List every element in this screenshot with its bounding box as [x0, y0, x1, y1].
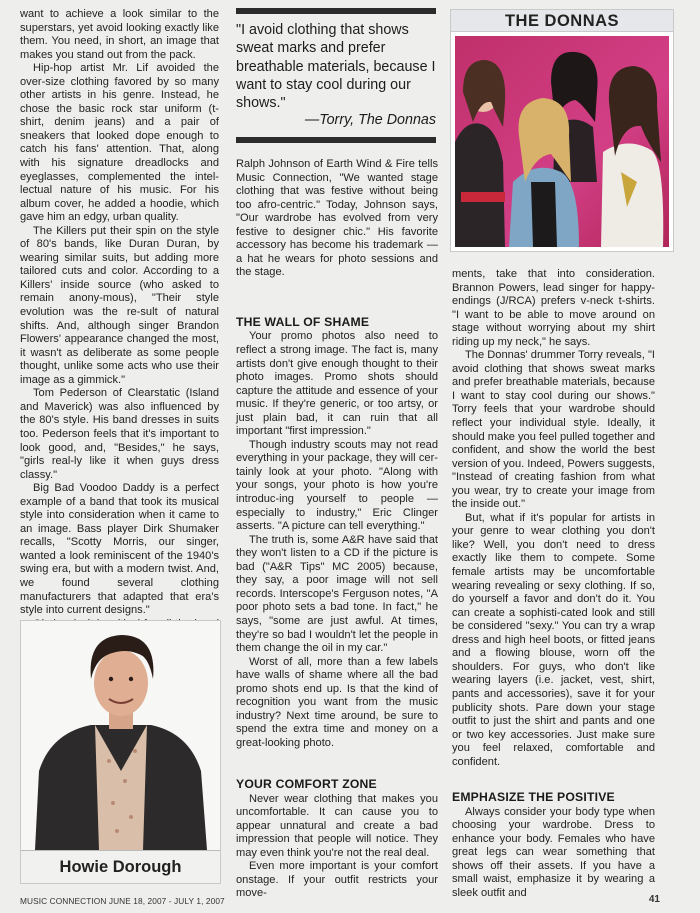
- section-heading-comfort-zone: YOUR COMFORT ZONE: [236, 777, 377, 791]
- band-photo-image: [451, 32, 673, 251]
- pull-quote-top-bar: [236, 8, 436, 14]
- pull-quote-bottom-bar: [236, 137, 436, 143]
- paragraph: The Killers put their spin on the style of 80's bands, like Duran Duran, by wearing similar suits, but adding more tailored cuts and color. According to a Killers' inside source (who asked to remain anony-mous), "Their style evolution was the re-sult of natural shifts. And, although singer Brandon Flowers' appearance changed the most, it wasn't as deliberate as some people thought, unlike some acts who use their image as a gimmick.": [20, 224, 219, 386]
- column-2-lower: [236, 778, 438, 901]
- column-1: [20, 8, 219, 645]
- paragraph: The truth is, some A&R have said that they won't listen to a CD if the picture is bad ("A&R Tips" MC 2005) because, they say, a poor image will not sell records. Interscope's Ferguson notes, "A poor photo sets a bad tone. In fact," he says, "some are just awful. At times, they're so bad I wouldn't let the people in them change the oil in my car.": [236, 533, 438, 655]
- column-2: [236, 158, 438, 750]
- howie-photo-caption: Howie Dorough: [21, 850, 220, 883]
- section-heading-emphasize-positive: EMPHASIZE THE POSITIVE: [452, 790, 615, 804]
- howie-photo: [20, 620, 221, 884]
- pull-quote: [236, 8, 436, 143]
- donnas-photo-caption: THE DONNAS: [451, 10, 673, 32]
- pull-quote-attribution: —Torry, The Donnas: [304, 112, 436, 129]
- paragraph: Your promo photos also need to reflect a strong image. The fact is, many artists don't give enough thought to their photo images. Promo shots should capture the attitude and essence of your music. If they're generic, or too artsy, or just plain bad, it can ruin that all important "first impression.": [236, 330, 438, 438]
- column-3: [452, 268, 655, 769]
- section-heading-wall-of-shame: THE WALL OF SHAME: [236, 314, 370, 329]
- paragraph: Tom Pederson of Clearstatic (Island and Maverick) was also influenced by the 80's style. His band dresses in suits too. Pederson feels that it's important to look good, and, "Besides," he says, "girls real-ly like it when guys dress classy.": [20, 387, 219, 481]
- column-3-lower: [452, 791, 655, 900]
- paragraph: Worst of all, more than a few labels have walls of shame where all the bad promo shots end up. Is that the kind of recognition you want from the music industry? Next time around, be sure to spend the extra time and money on a great-looking photo.: [236, 655, 438, 749]
- paragraph: Big Bad Voodoo Daddy is a perfect example of a band that took its musical style into consideration when it came to an image. Bass player Dirk Shumaker recalls, "Scotty Morris, our singer, wanted a look reminiscent of the 1940's swing era, but with a modern twist. And, we found several clothing manufacturers that adapted that era's style into current designs.": [20, 482, 219, 617]
- paragraph: Always consider your body type when choosing your wardrobe. Dress to enhance your body. Females who have great legs can wear something that shows off their assets. If you have a small waist, emphasize it by wearing a sleek outfit and: [452, 805, 655, 899]
- paragraph: Though industry scouts may not read everything in your package, they will cer-tainly look at your photo. "Along with your songs, your photo is how you're introduc-ing yourself to people — especially to industry," Eric Clinger asserts. "A picture can tell everything.": [236, 438, 438, 533]
- page-number: 41: [648, 894, 660, 905]
- paragraph: Even more important is your comfort onstage. If your outfit restricts your move-: [236, 860, 438, 900]
- paragraph: The Donnas' drummer Torry reveals, "I avoid clothing that shows sweat marks and prefer breathable materials, because I want to stay cool during our shows." Torry feels that your wardrobe should reflect your individual style. Ideally, it should make you feel pulled together and confident, and show the world the best version of you. Indeed, Powers suggests, "Instead of creating fashion from what you wear, try to create your image from the inside out.": [452, 349, 655, 511]
- paragraph: Ralph Johnson of Earth Wind & Fire tells Music Connection, "We wanted stage clothing that was festive without being too afro-centric." Today, Johnson says, "Our wardrobe has evolved from very festive to designer chic." His favorite accessory has become his trademark — a hat he wears for photo sessions and the stage.: [236, 158, 438, 279]
- donnas-photo: [450, 9, 674, 252]
- paragraph: ments, take that into consideration. Brannon Powers, lead singer for happy-endings (J/RCA) prefers v-neck t-shirts. "I want to be able to move around on stage without worrying about my shirt riding up my neck," he says.: [452, 268, 655, 348]
- paragraph: Never wear clothing that makes you uncomfortable. It can cause you to appear unnatural and create a bad impression that people will notice. They may even think you're not the real deal.: [236, 792, 438, 859]
- paragraph: want to achieve a look similar to the superstars, yet avoid looking exactly like them. You need, in short, an image that makes you stand out from the pack.: [20, 8, 219, 61]
- pull-quote-text: "I avoid clothing that shows sweat marks and prefer breathable materials, because I want to stay cool during our shows.": [236, 22, 436, 112]
- paragraph: But, what if it's popular for artists in your genre to wear clothing you don't like? Well, you don't need to dress exactly like them to compete. Some female artists may be uncomfortable wearing revealing or sexy clothing. If so, do yourself a favor and don't do it. You can create a sophisti-cated look and still be considered "sexy." You can try a wrap dress and high heel boots, or fitted jeans and a flowing blouse, worn off the shoulders. For guys, who don't like wearing layers (i.e. jacket, vest, shirt, pants and accessories), save it for your publicity shots. Pare down your stage outfit to just the shirt and pants and one or two key accessories. Just make sure you feel relaxed, comfortable and confident.: [452, 511, 655, 768]
- portrait-image: [21, 621, 220, 850]
- footer-publication: MUSIC CONNECTION JUNE 18, 2007 - JULY 1, 2007: [20, 896, 225, 906]
- paragraph: Hip-hop artist Mr. Lif avoided the over-size clothing favored by so many other artists in his genre. Instead, he chose the basic rock star uniform (t-shirt, denim jeans) and a pair of sneakers that looked dope enough to catch his fans' attention. That, along with his signature dreadlocks and eyeglasses, complemented the intel-lectual nature of his music. For his album cover, he added a hoodie, which gave him an edgy, urban quality.: [20, 62, 219, 224]
